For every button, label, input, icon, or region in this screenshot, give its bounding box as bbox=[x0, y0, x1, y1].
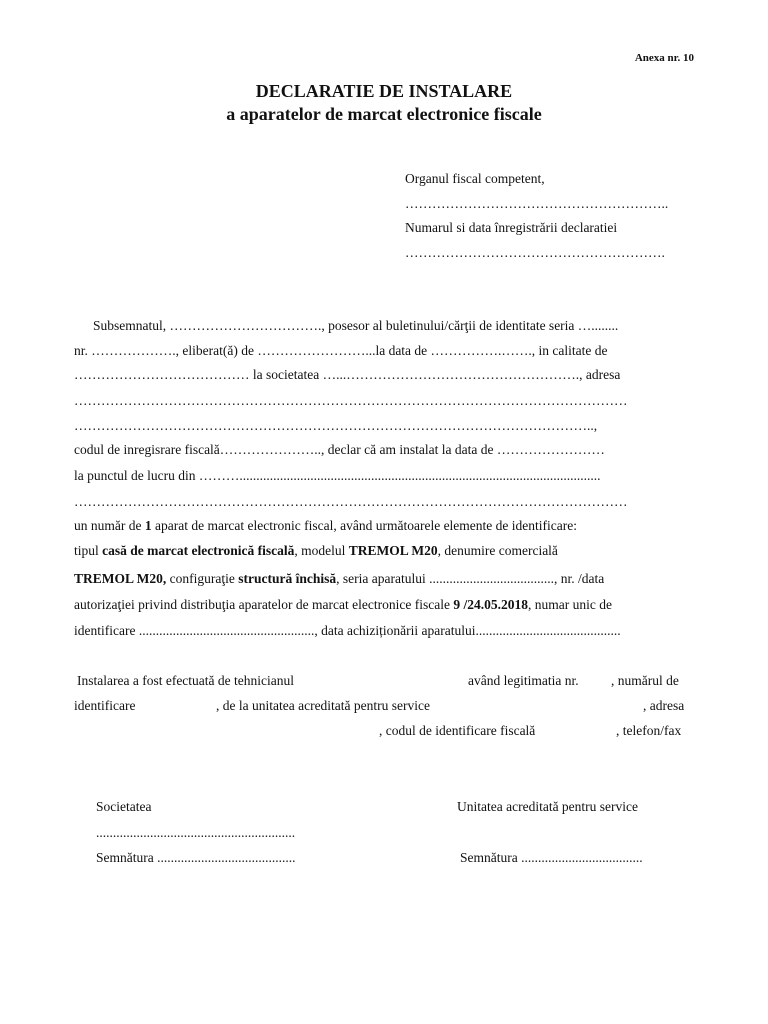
serial-label: , seria aparatului ....................................., nr. /data bbox=[336, 571, 605, 586]
device-model: TREMOL M20 bbox=[348, 543, 438, 558]
body-line-13: identificare ...................................................., data achiziționării aparatului........................................... bbox=[74, 623, 621, 638]
document-title: DECLARATIE DE INSTALARE bbox=[255, 81, 513, 101]
identification-label: identificare bbox=[74, 698, 136, 713]
technician-label: Instalarea a fost efectuată de tehnicianul bbox=[77, 673, 295, 688]
service-unit-label: , de la unitatea acreditată pentru service bbox=[216, 698, 431, 713]
type-label: tipul bbox=[74, 543, 103, 558]
company-signature-field: Semnătura ......................................... bbox=[96, 850, 296, 865]
device-count: 1 bbox=[144, 518, 152, 533]
company-name-field: ........................................................... bbox=[96, 825, 296, 840]
body-line-11 bbox=[74, 571, 604, 587]
body-line-9 bbox=[74, 518, 577, 534]
device-type: casă de marcat electronică fiscală bbox=[102, 543, 295, 558]
body-line-3: ………………………………… la societatea …...……………………………………………., adresa bbox=[74, 367, 621, 382]
address-label: , adresa bbox=[643, 698, 685, 713]
commercial-name: TREMOL M20, bbox=[74, 571, 167, 586]
fiscal-organ-label: Organul fiscal competent, bbox=[405, 171, 545, 186]
document-subtitle: a aparatelor de marcat electronice fiscale bbox=[226, 104, 542, 124]
phone-fax-label: , telefon/fax bbox=[616, 723, 682, 738]
body-line-8: …………………………………………………………………………………………………………… bbox=[74, 494, 628, 509]
commercial-name-label: , denumire comercială bbox=[437, 543, 558, 558]
body-line-7: la punctul de lucru din ………........................................................................................................... bbox=[74, 468, 601, 483]
authorization-label: autorizaţiei privind distribuţia aparatelor de marcat electronice fiscale bbox=[74, 597, 454, 612]
registration-label: Numarul si data înregistrării declaratiei bbox=[405, 220, 618, 235]
body-line-4: …………………………………………………………………………………………………………… bbox=[74, 393, 628, 408]
fiscal-code-label: , codul de identificare fiscală bbox=[379, 723, 536, 738]
body-line-6: codul de inregisrare fiscală………………….., declar că am instalat la data de …………………… bbox=[74, 442, 605, 457]
device-count-prefix: un număr de bbox=[74, 518, 145, 533]
annex-number: Anexa nr. 10 bbox=[634, 52, 694, 64]
unique-number-label: , numar unic de bbox=[527, 597, 612, 612]
fiscal-organ-field: ………………………………………………….. bbox=[405, 196, 669, 211]
body-line-1: Subsemnatul, ……………………………., posesor al buletinului/cărţii de identitate seria …........ bbox=[93, 318, 619, 333]
legitimation-label: având legitimatia nr. bbox=[468, 673, 579, 688]
service-signature-field: Semnătura .................................... bbox=[460, 850, 643, 865]
body-line-10 bbox=[74, 543, 558, 559]
configuration-value: structură închisă bbox=[238, 571, 337, 586]
service-signature-title: Unitatea acreditată pentru service bbox=[457, 799, 639, 814]
id-number-label: , numărul de bbox=[611, 673, 679, 688]
body-line-2: nr. ………………., eliberat(ă) de ……………………...la data de …………….……., in calitate de bbox=[74, 343, 608, 358]
authorization-number: 9 /24.05.2018 bbox=[453, 597, 528, 612]
body-line-5: …………………………………………………………………………………………………….., bbox=[74, 418, 598, 433]
company-signature-title: Societatea bbox=[96, 799, 152, 814]
body-line-12 bbox=[74, 597, 612, 613]
configuration-label: configuraţie bbox=[166, 571, 239, 586]
model-label: , modelul bbox=[294, 543, 349, 558]
registration-field: …………………………………………………. bbox=[405, 245, 665, 260]
device-count-suffix: aparat de marcat electronic fiscal, având următoarele elemente de identificare: bbox=[151, 518, 577, 533]
